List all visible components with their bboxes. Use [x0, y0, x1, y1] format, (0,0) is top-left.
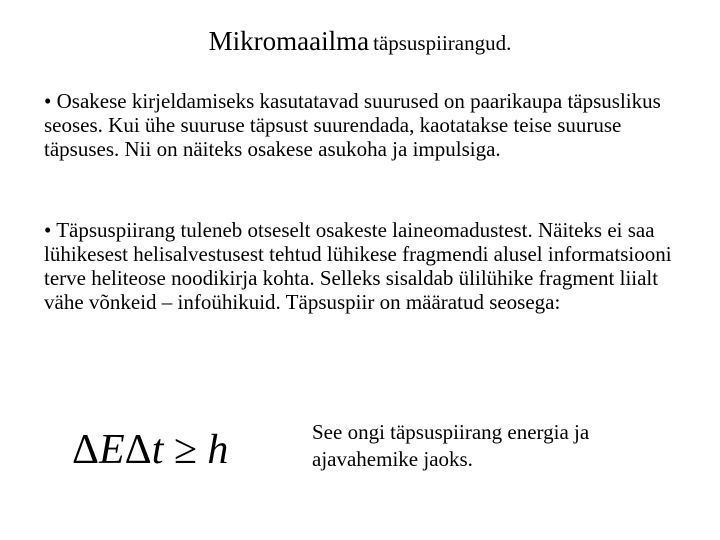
- uncertainty-formula: [72, 426, 228, 474]
- title-sub: täpsuspiirangud.: [373, 31, 512, 55]
- bullet-item-1: [44, 89, 684, 161]
- bullet-text: Osakese kirjeldamiseks kasutatavad suurused on paarikaupa täpsuslikus seoses. Kui ühe suuruse täpsust suurendada, kaotatakse teise suuruse täpsuses. Nii on näiteks osakese asukoha ja impulsiga.: [44, 89, 661, 161]
- slide-title: [0, 26, 720, 57]
- formula-delta-time: Δ: [124, 427, 152, 473]
- bullet-marker: •: [44, 218, 52, 242]
- bullet-text: Täpsuspiirang tuleneb otseselt osakeste laineomadustest. Näiteks ei saa lühikesest helisalvestusest tehtud lühikese fragmendi alusel informatsiooni terve heliteose noodikirja kohta. Selleks sisaldab ülilühike fragment liialt vähe võnkeid – infoühikuid. Täpsuspiir on määratud seosega:: [44, 218, 672, 314]
- formula-time: t: [151, 427, 164, 473]
- formula-relation: ≥: [173, 427, 197, 473]
- formula-note: See ongi täpsuspiirang energia ja ajavahemike jaoks.: [312, 420, 590, 471]
- formula-delta-energy: Δ: [72, 427, 100, 473]
- formula-energy: E: [99, 427, 125, 473]
- bullet-item-2: [44, 218, 684, 314]
- title-main: Mikromaailma: [208, 26, 370, 56]
- formula-planck: h: [207, 427, 229, 473]
- bullet-marker: •: [44, 89, 52, 113]
